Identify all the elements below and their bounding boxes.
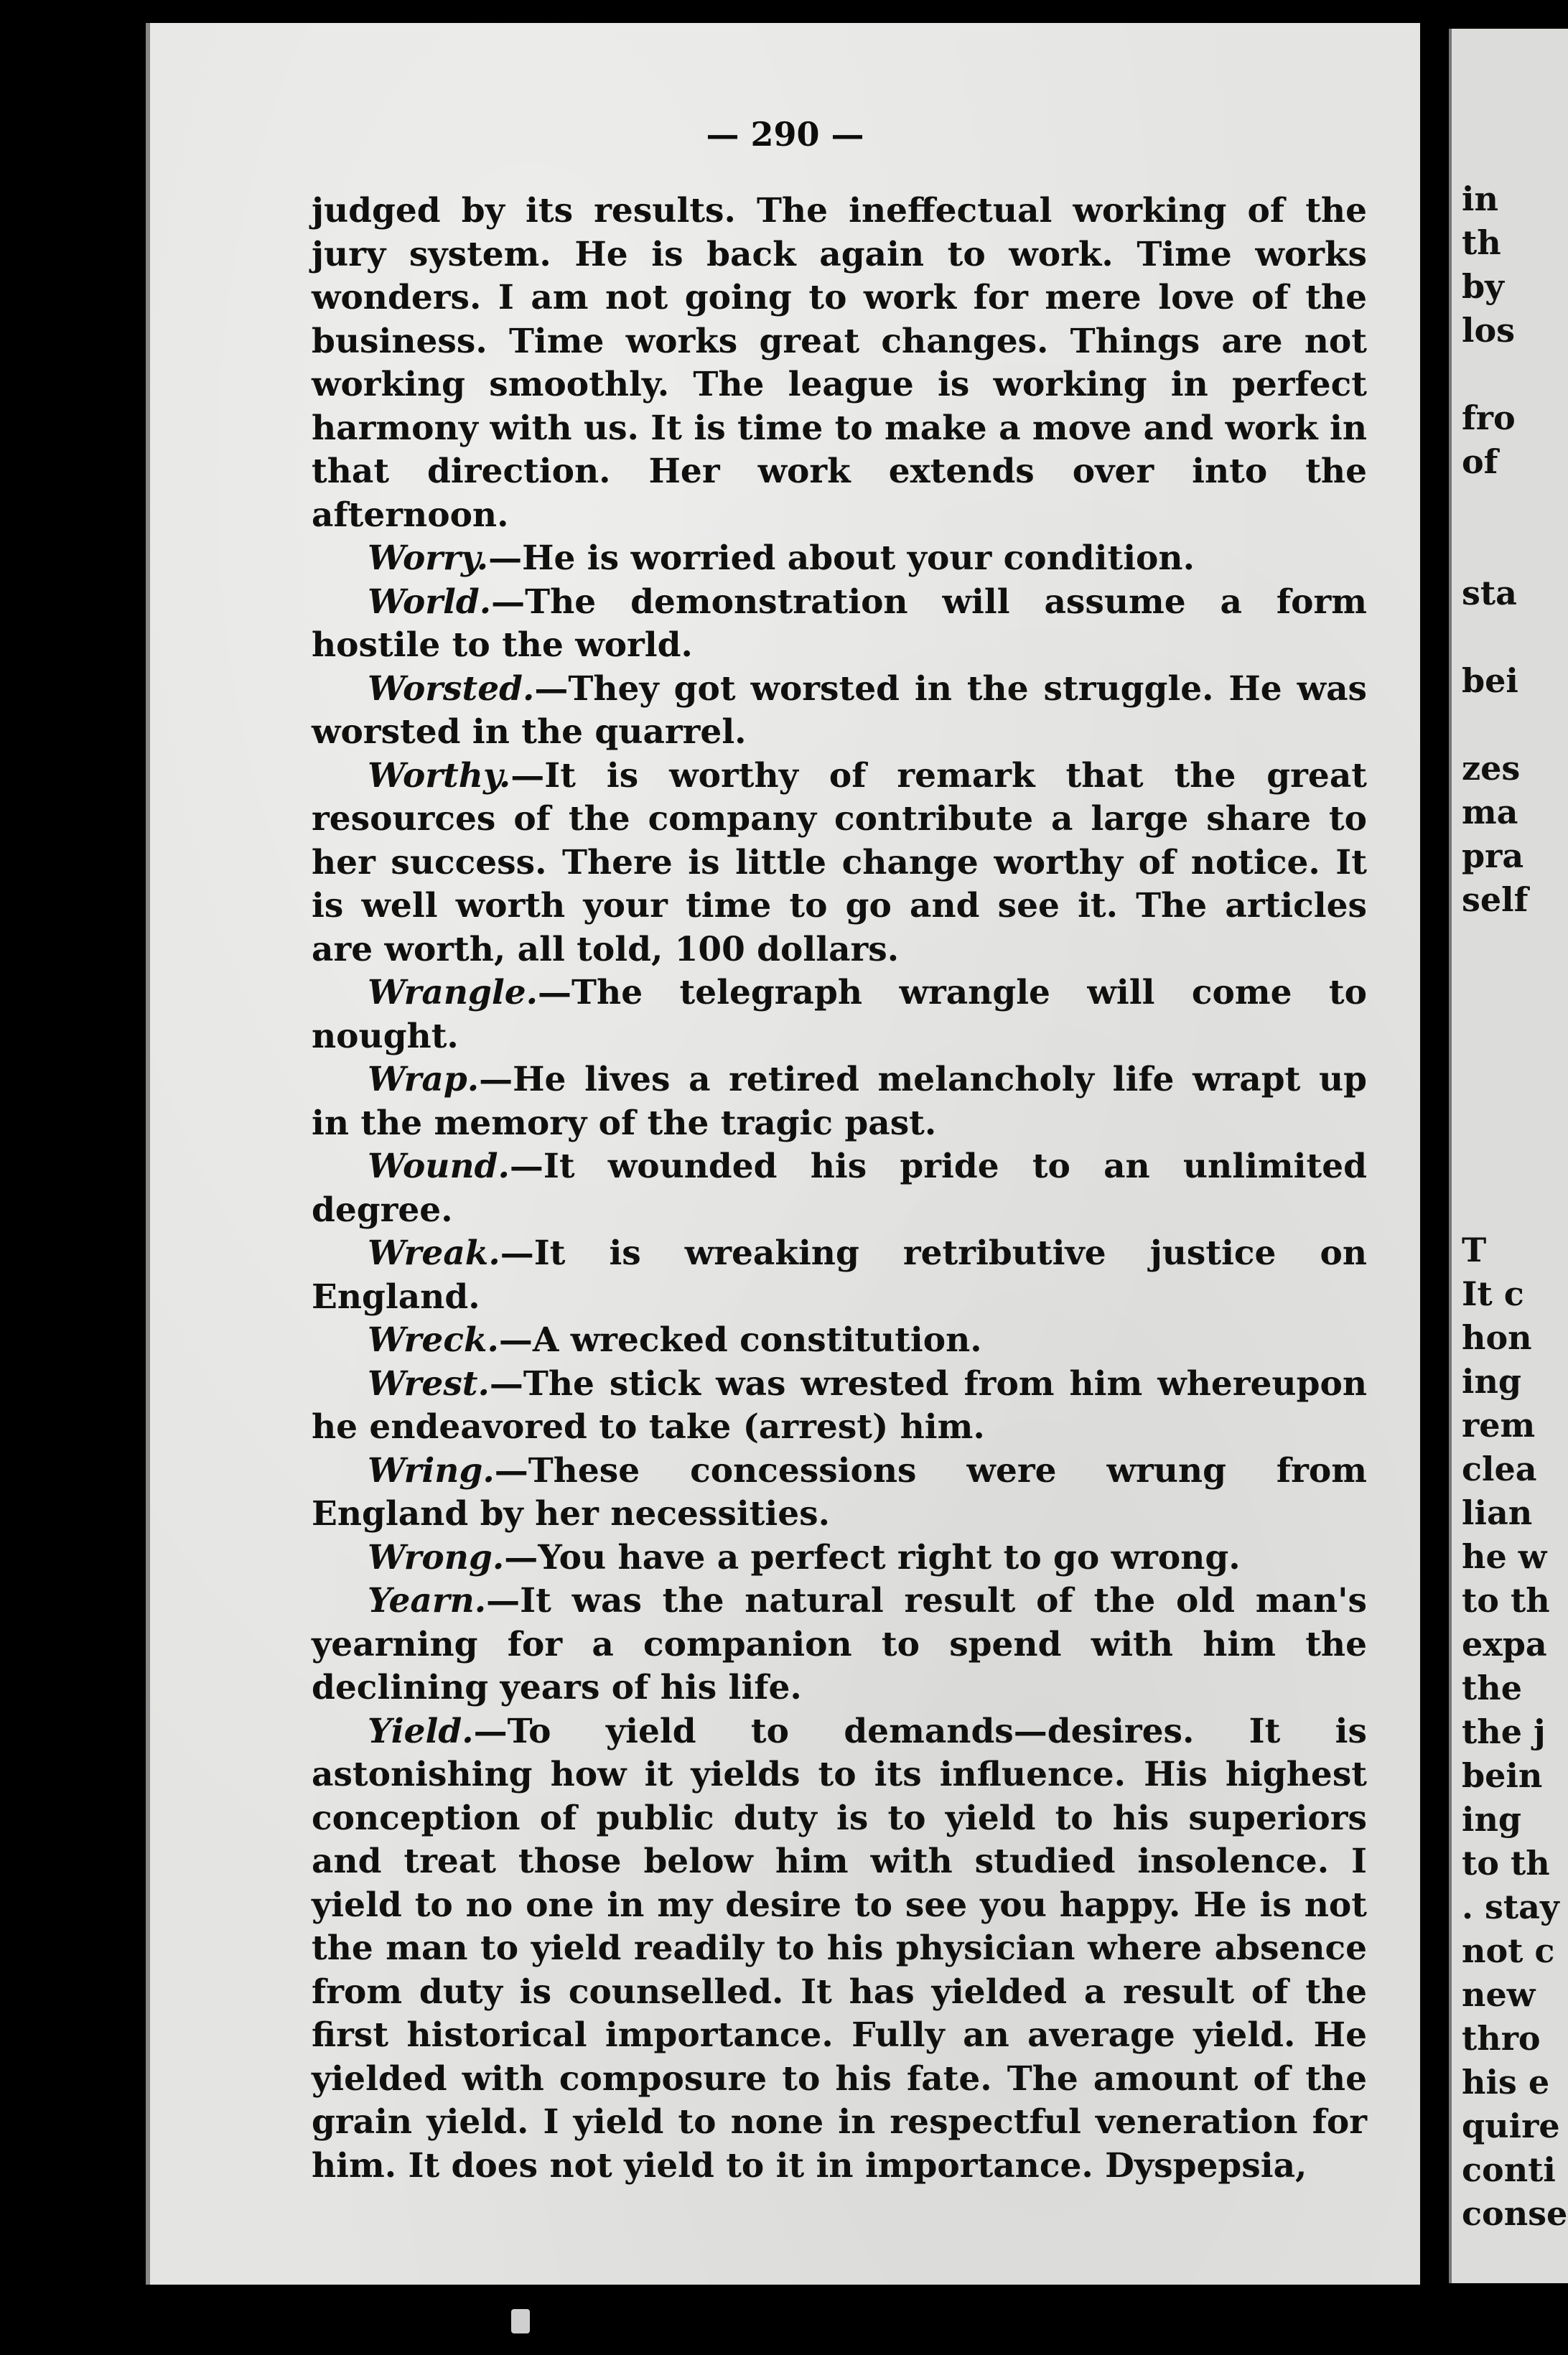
- adjacent-page-strip: [1449, 29, 1568, 2283]
- entry-text: —It wounded his pride to an unlimited degree.: [312, 1147, 1367, 1230]
- entry-text: —They got worsted in the struggle. He was worsted in the quarrel.: [312, 668, 1367, 752]
- scan-artifact: [511, 2309, 530, 2333]
- adjacent-page-fragment: clea: [1462, 1450, 1537, 1488]
- entry-term: Worry.: [368, 538, 489, 578]
- entry-text: —The stick was wrested from him whereupon he endeavored to take (arrest) him.: [312, 1363, 1367, 1447]
- entry-term: Wound.: [368, 1147, 510, 1186]
- entry-term: Wrap.: [368, 1060, 480, 1099]
- entry-text: —He is worried about your condition.: [488, 538, 1195, 578]
- entry-term: Wring.: [368, 1450, 495, 1491]
- entry-text: —These concessions were wrung from England by her necessities.: [312, 1450, 1367, 1534]
- adjacent-page-fragment: he w: [1462, 1537, 1547, 1576]
- entry-term: Wrest.: [368, 1363, 490, 1404]
- adjacent-page-fragment: to th: [1462, 1844, 1550, 1883]
- entry-text: —He lives a retired melancholy life wrapt up in the memory of the tragic past.: [312, 1060, 1367, 1143]
- adjacent-page-fragment: sta: [1462, 574, 1517, 612]
- entry-text: —The demonstration will assume a form hostile to the world.: [312, 582, 1367, 665]
- adjacent-page-fragment: his e: [1462, 2063, 1550, 2102]
- entry-text: —It is worthy of remark that the great resources of the company contribute a large share to her success. There is little change worthy of notice. It is well worth your time to go and see it. The articles are worth, all told, 100 dollars.: [312, 755, 1367, 969]
- entry-paragraph: [312, 668, 1367, 755]
- adjacent-page-fragment: bein: [1462, 1756, 1543, 1795]
- adjacent-page-fragment: thro: [1462, 2019, 1541, 2058]
- entry-text: —To yield to demands—desires. It is astonishing how it yields to its influence. His highest conception of public duty is to yield to his superiors and treat those below him with studied insolence. I yield to no one in my desire to see you happy. He is not the man to yield readily to his physician where absence from duty is counselled. It has yielded a result of the first historical importance. Fully an average yield. He yielded with composure to his fate. The amount of the grain yield. I yield to none in respectful veneration for him. It does not yield to it in importance. Dyspepsia,: [312, 1711, 1367, 2186]
- adjacent-page-fragment: pra: [1462, 836, 1524, 875]
- adjacent-page-fragment: new: [1462, 1975, 1536, 2014]
- entry-term: Yearn.: [368, 1581, 487, 1620]
- adjacent-page-fragment: zes: [1462, 749, 1521, 788]
- adjacent-page-fragment: in: [1462, 179, 1498, 218]
- entry-paragraph: [312, 1145, 1367, 1232]
- paragraph-text: judged by its results. The ineffectual working of the jury system. He is back again to work. Time works wonders. I am not going to work for mere love of the business. Time works great changes. Things are not working smoothly. The league is working in perfect harmony with us. It is time to make a move and work in that direction. Her work extends over into the afternoon.: [312, 191, 1367, 535]
- entry-term: Worsted.: [368, 668, 535, 709]
- entry-paragraph: [312, 1058, 1367, 1145]
- entry-term: Wrangle.: [368, 973, 538, 1012]
- entry-paragraph: [312, 1363, 1367, 1450]
- entry-text: —It is wreaking retributive justice on England.: [312, 1234, 1367, 1317]
- entry-text: —You have a perfect right to go wrong.: [504, 1537, 1241, 1577]
- entry-text: —The telegraph wrangle will come to nought.: [312, 973, 1367, 1056]
- book-page: [146, 23, 1420, 2285]
- entry-text: —A wrecked constitution.: [498, 1320, 982, 1360]
- adjacent-page-fragment: by: [1462, 267, 1504, 306]
- entry-paragraph: [312, 1232, 1367, 1319]
- adjacent-page-fragment: not c: [1462, 1931, 1555, 1970]
- adjacent-page-fragment: th: [1462, 223, 1501, 262]
- adjacent-page-fragment: self: [1462, 880, 1529, 919]
- adjacent-page-fragment: fro: [1462, 398, 1516, 437]
- entry-paragraph: [312, 581, 1367, 668]
- adjacent-page-fragment: ing: [1462, 1362, 1522, 1401]
- adjacent-page-fragment: the j: [1462, 1712, 1546, 1751]
- adjacent-page-fragment: lian: [1462, 1493, 1533, 1532]
- entry-term: Yield.: [368, 1711, 474, 1751]
- adjacent-page-fragment: to th: [1462, 1581, 1550, 1620]
- adjacent-page-fragment: ma: [1462, 793, 1518, 831]
- entry-paragraph: [312, 755, 1367, 972]
- entry-term: Wrong.: [368, 1537, 505, 1577]
- entry-paragraph: [312, 971, 1367, 1058]
- adjacent-page-fragment: los: [1462, 311, 1516, 350]
- entry-paragraph: [312, 1710, 1367, 2188]
- entry-paragraph: [312, 1580, 1367, 1710]
- adjacent-page-fragment: of: [1462, 442, 1498, 481]
- entry-paragraph: [312, 1319, 1367, 1363]
- adjacent-page-fragment: It c: [1462, 1274, 1524, 1313]
- entry-term: Wreck.: [368, 1320, 499, 1360]
- page-number: — 290 —: [706, 115, 864, 154]
- entry-text: —It was the natural result of the old man's yearning for a companion to spend with him the declining years of his life.: [312, 1581, 1367, 1707]
- entry-paragraph: [312, 1450, 1367, 1536]
- entry-term: Wreak.: [368, 1234, 500, 1273]
- entry-term: World.: [368, 582, 492, 622]
- adjacent-page-fragment: . stay: [1462, 1888, 1559, 1926]
- entry-term: Worthy.: [368, 755, 511, 796]
- paragraph: [312, 190, 1367, 537]
- adjacent-page-fragment: bei: [1462, 661, 1518, 700]
- entry-paragraph: [312, 537, 1367, 581]
- adjacent-page-fragment: hon: [1462, 1318, 1532, 1357]
- entry-paragraph: [312, 1536, 1367, 1580]
- adjacent-page-fragment: conti: [1462, 2150, 1556, 2189]
- adjacent-page-fragment: the: [1462, 1669, 1522, 1707]
- adjacent-page-fragment: rem: [1462, 1406, 1536, 1445]
- adjacent-page-fragment: conse: [1462, 2194, 1568, 2233]
- adjacent-page-fragment: expa: [1462, 1625, 1547, 1664]
- adjacent-page-fragment: ing: [1462, 1800, 1522, 1839]
- page-text: [312, 190, 1367, 2188]
- adjacent-page-fragment: T: [1462, 1231, 1487, 1269]
- adjacent-page-fragment: quire: [1462, 2107, 1560, 2145]
